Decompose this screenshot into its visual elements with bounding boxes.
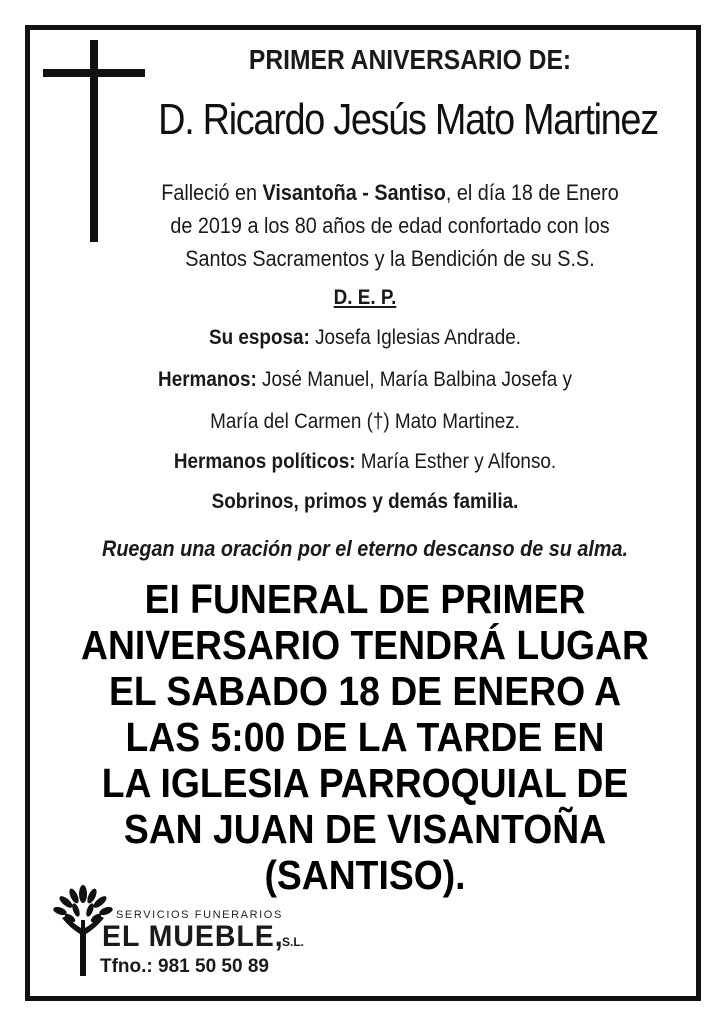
spouse-value: Josefa Iglesias Andrade. (309, 326, 522, 349)
other-relatives-line: Sobrinos, primos y demás familia. (211, 490, 519, 513)
logo-phone-number: Tfno.: 981 50 50 89 (100, 956, 269, 977)
inlaws-line (73, 450, 658, 474)
logo-company-suffix: S.L. (282, 935, 305, 949)
intro-line-1: Falleció en Visantoña - Santiso, el día 18 de Enero (161, 180, 619, 205)
funeral-line: LAS 5:00 DE LA TARDE EN (125, 714, 605, 760)
death-place: Visantoña - Santiso (262, 180, 446, 205)
siblings-line-continued: María del Carmen (†) Mato Martinez. (210, 410, 520, 433)
funeral-line: SAN JUAN DE VISANTOÑA (123, 806, 607, 852)
spouse-line (73, 326, 658, 350)
funeral-announcement (65, 576, 666, 898)
funeral-line: LA IGLESIA PARROQUIAL DE (101, 760, 629, 806)
deceased-name: D. Ricardo Jesús Mato Martinez (158, 95, 658, 144)
prayer-request: Ruegan una oración por el eterno descanso de su alma. (102, 536, 628, 561)
anniversary-heading: PRIMER ANIVERSARIO DE: (248, 44, 572, 75)
spouse-label: Su esposa: (208, 326, 310, 349)
funeral-line: (SANTISO). (264, 852, 466, 898)
funeral-line: EI FUNERAL DE PRIMER (144, 576, 586, 622)
inlaws-label: Hermanos políticos: (173, 450, 356, 473)
intro-line-3: Santos Sacramentos y la Bendición de su S.S. (185, 246, 595, 271)
siblings-label: Hermanos: (158, 368, 257, 391)
death-notice-paragraph (147, 176, 633, 275)
latin-cross-icon (43, 40, 145, 242)
siblings-value: José Manuel, María Balbina Josefa y (256, 368, 572, 391)
siblings-line (73, 368, 658, 392)
inlaws-value: María Esther y Alfonso. (355, 450, 557, 473)
intro-line-2: de 2019 a los 80 años de edad confortado con los (170, 213, 610, 238)
logo-company-name: EL MUEBLE, (102, 920, 284, 953)
funeral-line: EL SABADO 18 DE ENERO A (108, 668, 622, 714)
dep-abbreviation: D. E. P. (333, 286, 397, 309)
funeral-home-logo (50, 882, 320, 982)
logo-services-text: SERVICIOS FUNERARIOS (116, 909, 283, 921)
funeral-line: ANIVERSARIO TENDRÁ LUGAR (81, 622, 649, 668)
